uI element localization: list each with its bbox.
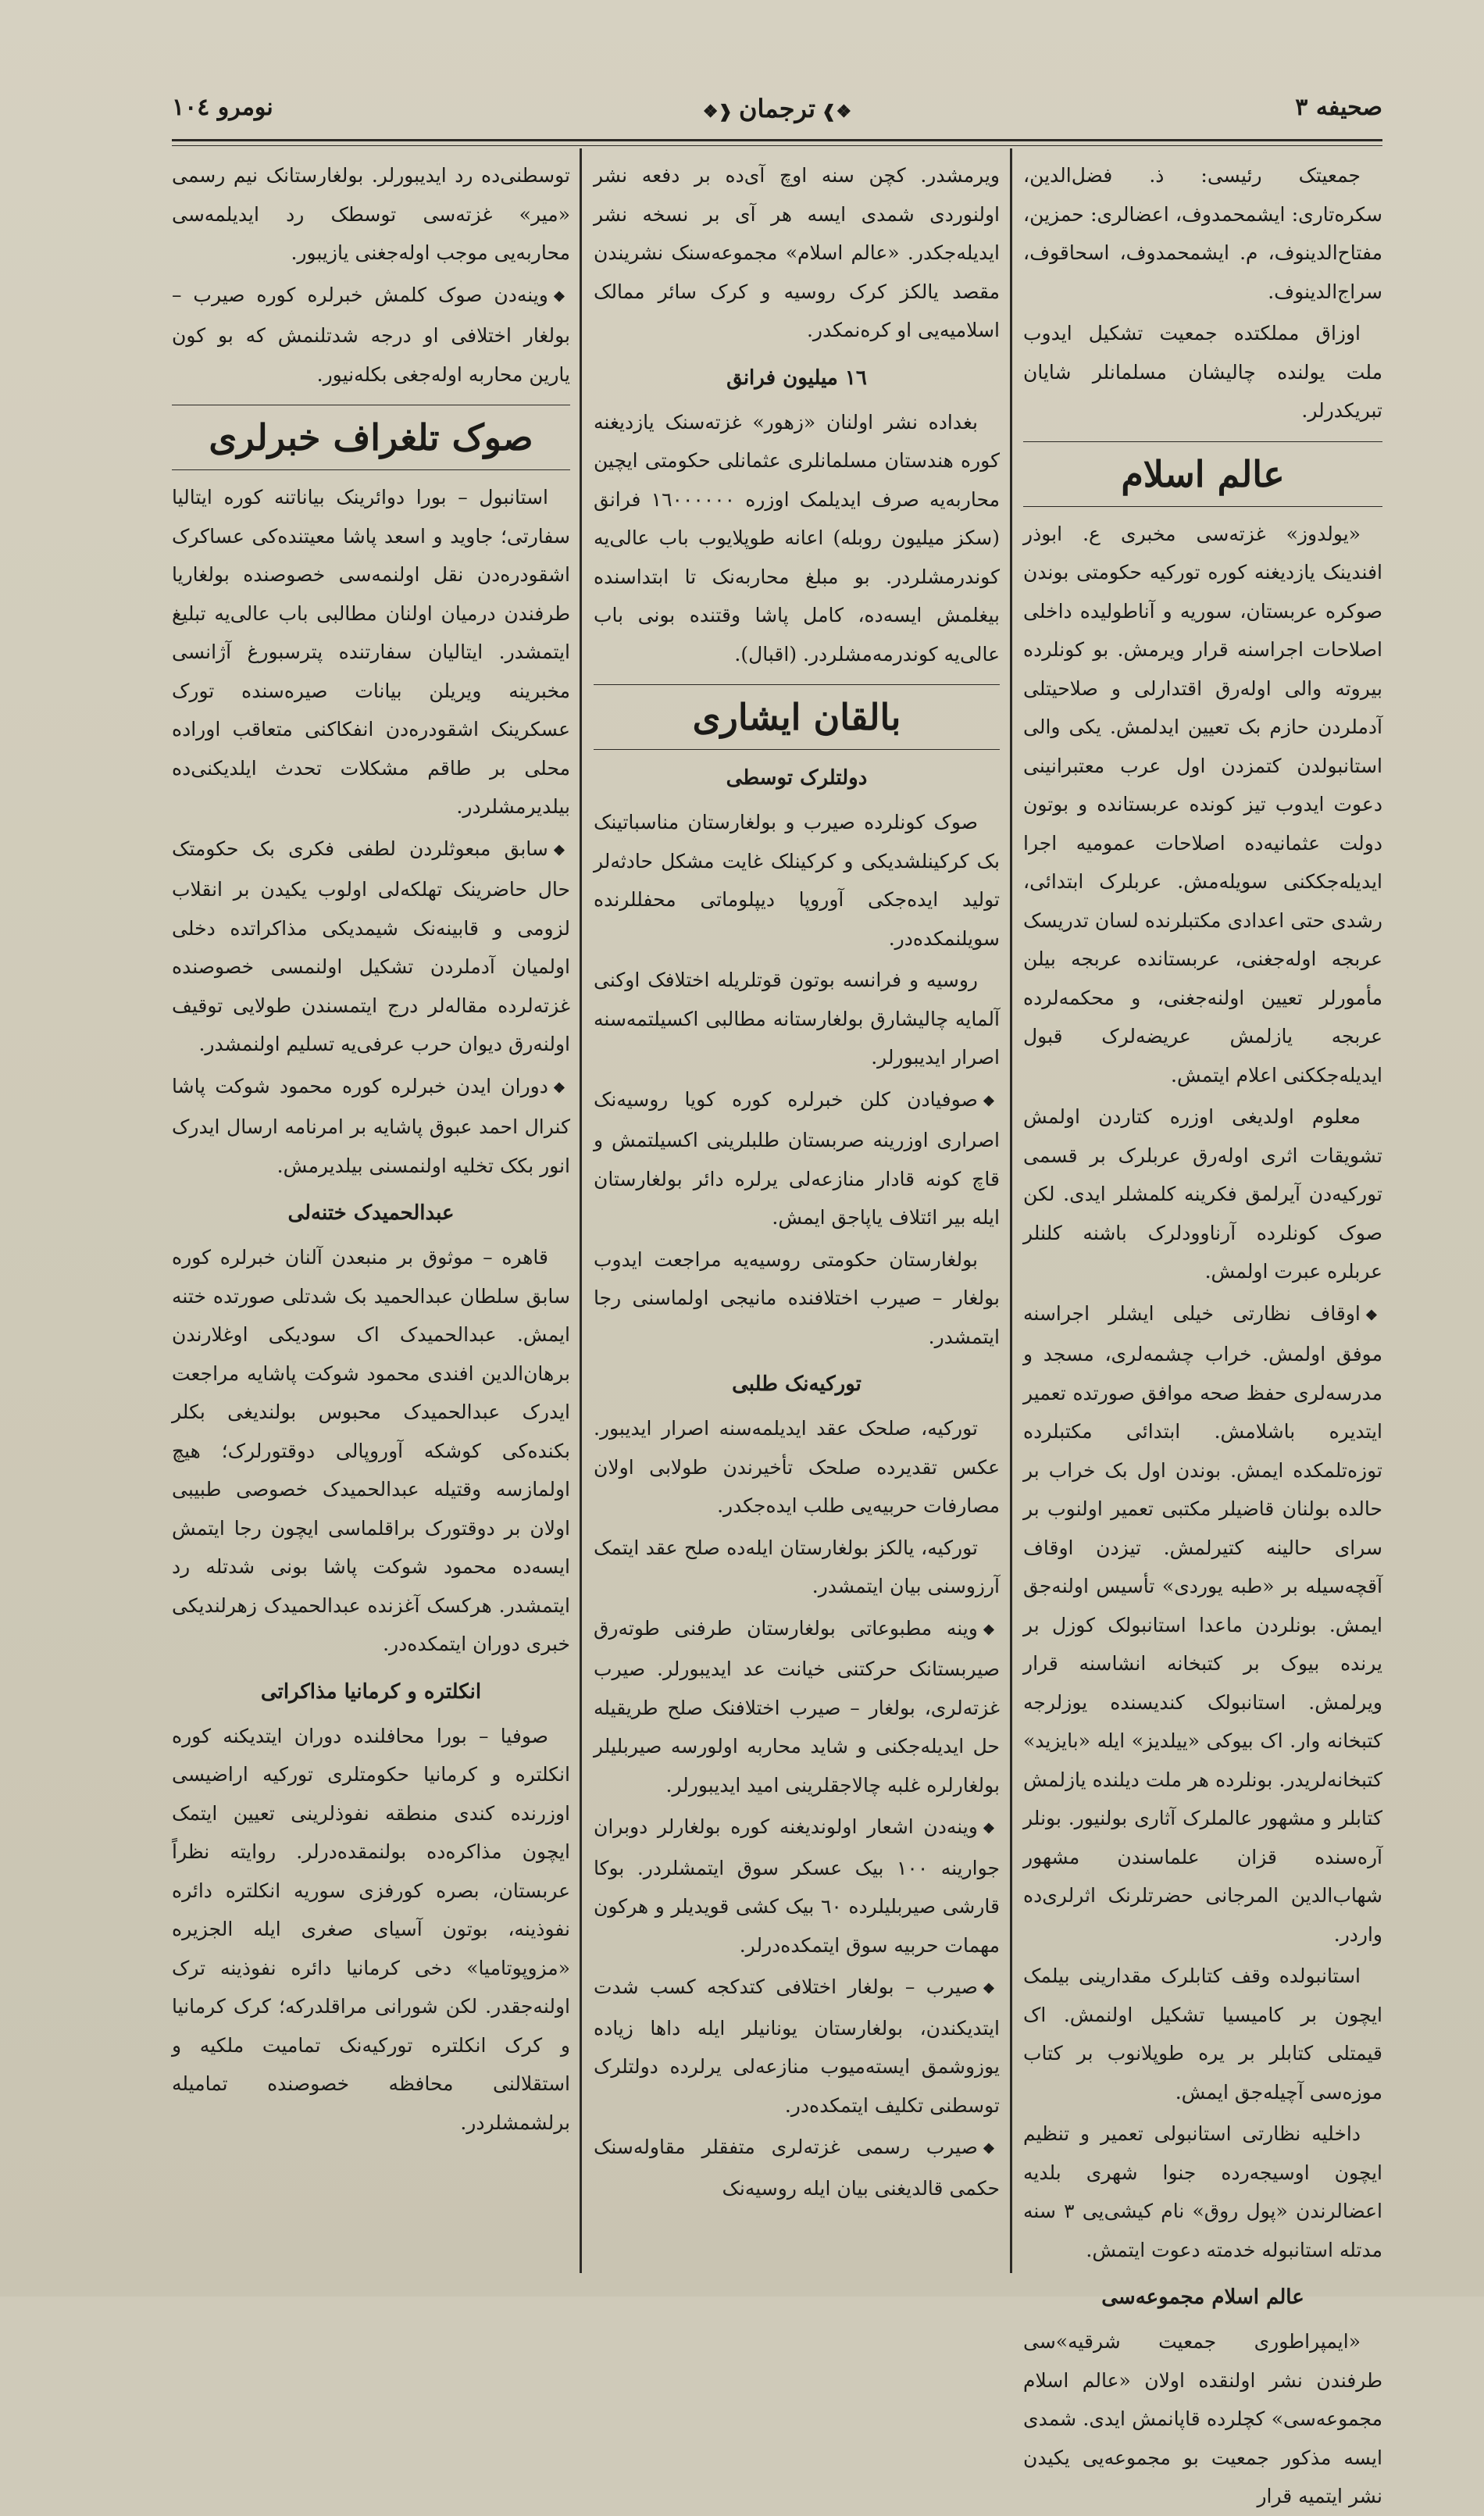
- bullet-ornament: ❖: [552, 1080, 565, 1097]
- bullet-ornament: ❖: [982, 2141, 995, 2157]
- bullet-ornament: ❖: [982, 1821, 995, 1837]
- news-item-text: صوفیادن کلن خبرلره کوره کویا روسیه‌نک اصراری اوزرینه صربستان طلبلرینی اکسیلتمش و قاچ کونه قادار منازعه‌لی یرلره دائر بولغارستان ایله بیر ائتلاف یاپاجق ایمش.: [594, 1087, 1000, 1229]
- subheading: انکلتره و کرمانیا مذاکراتی: [260, 1679, 482, 1704]
- article-paragraph: اوزاق مملکتده جمعیت تشکیل ایدوب ملت یولنده چالیشان مسلمانلر شایان تبریکدرلر.: [1023, 322, 1382, 422]
- article-paragraph: استانبولده وقف کتابلرک مقدارینی بیلمک ایچون بر کامیسیا تشکیل اولنمش. اک قیمتلی کتابلر بر یره طوپلانوب بر کتاب موزه‌سی آچیله‌جق ایمش.: [1023, 1965, 1382, 2104]
- article-paragraph: توسطنی‌ده رد ایدیبورلر. بولغارستانک نیم رسمی «میر» غزته‌سی توسطک رد ایدیلمه‌سی محاربه‌یی موجب اوله‌جغنی یازیبور.: [172, 164, 570, 264]
- news-item: [594, 1609, 1000, 1805]
- article-paragraph: «یولدوز» غزته‌سی مخبری ع. ابوذر افندینک یازدیغنه کوره تورکیه حکومتی بوندن صوکره عربستان، سوریه و آناطولیده داخلی اصلاحات اجراسنه قرار ویرمش. بو کونلرده بیروته والی اولەرق اقتدارلی و صلاحیتلی آدملردن حازم بک تعیین ایدلمش. یکی والی استانبولدن کتمزدن اول عرب معتبرانینی دعوت ایدوب تیز کونده عربستانده و بوتون دولت عثمانیه‌ده اصلاحات عمومیه اجرا ایدیله‌جککنی سویلەمش. عربلرک ابتدائی، رشدی حتی اعدادی مکتبلرنده لسان تدریسک عربجه اوله‌جغنی، عربستانده عربجه بیلن مأمورلر تعیین اولنه‌جغنی، و محکمەلرده عربجه یازلمش عریضەلرک قبول ایدیله‌جککنی اعلام ایتمش.: [1023, 522, 1382, 1087]
- news-item: [172, 830, 570, 1064]
- page-number: صحیفه ٣: [1295, 94, 1382, 121]
- article-paragraph: بولغارستان حکومتی روسیه‌یه مراجعت ایدوب بولغار – صیرب اختلافنده مانیجی اولماسنی رجا ایتمشدر.: [594, 1247, 1000, 1348]
- article-paragraph: معلوم اولدیغی اوزره کتاردن اولمش تشویقات اثری اولەرق عربلرک بر قسمی تورکیه‌دن آیرلمق فکرینه کلمشلر ایدی. لکن صوک کونلرده آرناوودلرک باشنه کلنلر عربلره عبرت اولمش.: [1023, 1105, 1382, 1283]
- subheading: تورکیه‌نک طلبی: [732, 1372, 862, 1396]
- article-paragraph: قاهره – موثوق بر منبعدن آلنان خبرلره کوره سابق سلطان عبدالحمید بک شدتلی صورتده ختنه ایمش. عبدالحمیدک اک سودیکی اوغلارندن برهان‌الدین افندی محمود شوکت پاشایه مراجعت ایدرک عبدالحمیدک محبوس بولندیغی بکلر بکنده‌کی کوشکه آوروپالی دوقتورلرک؛ هیچ اولمازسه وقتیله عبدالحمیدک خصوصی طبیبی اولان بر دوقتورک براقلماسی ایچون رجا ایتمش ایسه‌ده محمود شوکت پاشا بونی شدتله رد ایتمشدر. هرکسک آغزنده عبدالحمیدک زهرلندیکی خبری دوران ایتمکده‌در.: [172, 1246, 570, 1655]
- news-item-text: وینه‌دن صوک کلمش خبرلره کوره صیرب – بولغار اختلافی او درجه شدتلنمش که بو کون یارین محاربه اوله‌جغی بکله‌نیور.: [172, 283, 570, 386]
- news-item: [594, 1968, 1000, 2125]
- article-paragraph: استانبول – بورا دوائرینک بیاناتنه کوره ایتالیا سفارتی؛ جاوید و اسعد پاشا معیتنده‌کی عساکرک اشقودره‌دن نقل اولنمه‌سی خصوصنده بولغاریا طرفندن درمیان اولنان مطالبی باب عالی‌یه تبلیغ ایتمشدر. ایتالیان سفارتنده پترسبورغ آژانسی مخبرینه ویریلن بیانات صیره‌سنده تورک عسکرینک اشقودره‌دن انفکاکنی متعاقب اوراده محلی بر طاقم مشکلات تحدث ایلدیکنی‌ده بیلدیرمشلردر.: [172, 486, 570, 818]
- title-ornament-left: ❰❖: [702, 102, 733, 122]
- column-right: [1023, 156, 1382, 2507]
- column-left: [172, 156, 570, 2265]
- news-item-text: سابق مبعوثلردن لطفی فکری بک حکومتک حال حاضرینک تهلکه‌لی اولوب یکیدن بر انقلاب لزومی و قابینه‌نک شیمدیکی مذاکراتده دخلی اولمیان آدملردن تشکیل اولنمسی خصوصنده غزته‌لرده مقالەلر درج ایتمسندن طولایی توقیف اولنەرق دیوان حرب عرفی‌یه تسلیم اولنمشدر.: [172, 837, 570, 1055]
- bullet-ornament: ❖: [552, 288, 565, 305]
- article-paragraph: صوفیا – بورا محافلنده دوران ایتدیکنه کوره انکلتره و کرمانیا حکومتلری تورکیه اراضیسی اوزرنده کندی منطقه نفوذلرینی تعیین ایتمک ایچون مذاکرەده بولنمقده‌درلر. روایته نظراً عربستان، بصره کورفزی سوریه انکلتره دائره نفوذینه، بوتون آسیای صغری ایله الجزیره «مزوپوتامیا» دخی کرمانیا دائره نفوذینه ترک اولنه‌جقدر. لکن شورانی مراقلدرکه؛ کرک کرمانیا و کرک انکلتره تورکیه‌نک تمامیت ملکیه و استقلالنی محافظه خصوصنده تمامیله برلشمشلردر.: [172, 1724, 570, 2134]
- bullet-ornament: ❖: [982, 1622, 995, 1639]
- bullet-ornament: ❖: [982, 1093, 995, 1110]
- news-item: [1023, 1294, 1382, 1954]
- news-item-text: وینه مطبوعاتی بولغارستان طرفنی طوتەرق صیربستانک حرکتنی خیانت عد ایدیبورلر. صیرب غزته‌لری، بولغار – صیرب اختلافنک صلح طریقیله حل ایدیله‌جکنی و شاید محاربه اولورسه صیربلیلر بولغارلره غلبه چالاجقلرینی امید ایدیبورلر.: [594, 1616, 1000, 1797]
- newspaper-title: [697, 94, 858, 123]
- title-ornament-right: ❖❱: [822, 102, 852, 122]
- page-header: [172, 86, 1382, 141]
- column-middle: [594, 156, 1000, 2265]
- article-paragraph: روسیه و فرانسه بوتون قوتلریله اختلافک اوکنی آلمایه چالیشارق بولغارستانه مطالبی اکسیلتمه‌سنه اصرار ایدیبورلر.: [594, 969, 1000, 1069]
- subheading: عبدالحمیدک ختنه‌لی: [287, 1201, 455, 1225]
- news-item-text: اوقاف نظارتی خیلی ایشلر اجراسنه موفق اولمش. خراب چشمەلری، مسجد و مدرسەلری حفظ صحه موافق صورتده تعمیر ایتدیره باشلامش. ابتدائی مکتبلرده توزه‌تلمکده ایمش. بوندن اول بک خراب بر حالده بولنان قاضیلر مکتبی تعمیر اولنوب بر سرای حالینه کتیرلمش. تیزدن اوقاف آقچه‌سیله بر «طبه یوردی» تأسیس اولنه‌جق ایمش. بونلردن ماعدا استانبولک کوزل بر یرنده بیوک بر کتبخانه انشاسنه قرار ویرلمش. استانبولک کندیسنده یوزلرجه کتبخانه وار. اک بیوکی «ییلدیز» ایله «بایزید» کتبخانەلریدر. بونلرده هر ملت دیلنده یازلمش کتابلر و مشهور عالملرک آثاری بولنیور. بونلر آره‌سنده قزان علماسندن مشهور شهاب‌الدین المرجانی حضرتلرنک اثرلری‌ده واردر.: [1023, 1301, 1382, 1946]
- article-paragraph: «ایمپراطوری جمعیت شرقیه»سی طرفندن نشر اولنقده اولان «عالم اسلام مجموعه‌سی» کچلرده قاپانمش ایدی. شمدی ایسه مذکور جمعیت بو مجموعه‌یی یکیدن نشر ایتمیه قرار: [1023, 2330, 1382, 2507]
- title-text: ترجمان: [738, 94, 816, 123]
- bullet-ornament: ❖: [552, 842, 565, 859]
- article-paragraph: صوک کونلرده صیرب و بولغارستان مناسباتینک بک کرکینلشدیکی و کرکینلک غایت مشکل حادثەلر تولید ایده‌جکی آوروپا دیپلوماتی محفللرنده سویلنمکده‌در.: [594, 811, 1000, 950]
- news-item-text: صیرب رسمی غزته‌لری متفقلر مقاوله‌سنک حکمی قالدیغنی بیان ایله روسیه‌نک: [594, 2136, 1000, 2200]
- news-item: [172, 1067, 570, 1186]
- column-divider-left: [580, 148, 582, 2273]
- subheading: عالم اسلام مجموعه‌سی: [1101, 2286, 1304, 2309]
- article-paragraph: تورکیه، صلحک عقد ایدیلمه‌سنه اصرار ایدیبور. عکس تقدیرده صلحک تأخیرندن طولابی اولان مصارفات حربیه‌یی طلب ایده‌جکدر.: [594, 1417, 1000, 1517]
- bullet-ornament: ❖: [1364, 1307, 1378, 1324]
- news-item-text: وینه‌دن اشعار اولوندیغنه کوره بولغارلر دوبران جوارینه ١٠٠ بیک عسکر سوق ایتمشلردر. بوکا قارشی صیربلیلرده ٦٠ بیک کشی قویدیلر و هرکون مهمات حربیه سوق ایتمکده‌درلر.: [594, 1815, 1000, 1957]
- article-paragraph: تورکیه، یالکز بولغارستان ایله‌ده صلح عقد ایتمک آرزوسنی بیان ایتمشدر.: [594, 1536, 1000, 1597]
- section-heading: عالم اسلام: [1023, 441, 1382, 507]
- news-item-text: دوران ایدن خبرلره کوره محمود شوکت پاشا کنرال احمد عبوق پاشایه بر امرنامه ارسال ایدرک انور بکک تخلیه اولنمسنی بیلدیرمش.: [172, 1074, 570, 1177]
- news-item: [594, 1080, 1000, 1237]
- article-paragraph: جمعیتک رئیسی: ذ. فضل‌الدین، سکره‌تاری: ایشمحمدوف، اعضالری: حمزین، مفتاح‌الدینوف، م. ایشمحمدوف، اسحاقوف، سراج‌الدینوف.: [1023, 164, 1382, 303]
- news-item: [172, 276, 570, 394]
- article-paragraph: بغداده نشر اولنان «زهور» غزته‌سنک یازدیغنه کوره هندستان مسلمانلری عثمانلی حکومتی ایچین محاربه‌یه صرف ایدیلمک اوزره ١٦٠٠٠٠٠٠ فرانق (سکز میلیون روبله) اعانه طوپلایوب باب عالی‌یه کوندرمشلردر. بو مبلغ محاربه‌نک تا ابتداسنده بیغلمش ایسه‌ده، کامل پاشا وقتنده بونی باب عالی‌یه کوندرمه‌مشلردر. (اقبال).: [594, 410, 1000, 666]
- header-rule: [172, 139, 1382, 141]
- header-rule-thin: [172, 145, 1382, 146]
- news-item: [594, 1808, 1000, 1965]
- news-item: [594, 2128, 1000, 2207]
- subheading: دولتلرک توسطی: [726, 766, 868, 790]
- article-paragraph: داخلیه نظارتی استانبولی تعمیر و تنظیم ایچون اوسیجه‌رده جنوا شهری بلدیه اعضالرندن «پول روق» نام کیشی‌یی ٣ سنه مدتله استانبوله خدمته دعوت ایتمش.: [1023, 2122, 1382, 2261]
- issue-number: نومرو ١٠٤: [172, 94, 273, 121]
- news-item-text: صیرب – بولغار اختلافی کتدکجه کسب شدت ایتدیکندن، بولغارستان یونانیلر ایله داها زیاده یوزوشمق ایستەمیوب منازعه‌لی یرلرده دولتلرک توسطنی تکلیف ایتمکده‌در.: [594, 1975, 1000, 2117]
- column-divider-right: [1010, 148, 1012, 2273]
- subheading: ١٦ میلیون فرانق: [726, 366, 867, 390]
- section-heading: بالقان ایشاری: [594, 684, 1000, 750]
- section-heading: صوک تلغراف خبرلری: [172, 405, 570, 470]
- bullet-ornament: ❖: [982, 1981, 995, 1997]
- article-paragraph: ویرمشدر. کچن سنه اوچ آی‌ده بر دفعه نشر اولنوردی شمدی ایسه هر آی بر نسخه نشر ایدیله‌جکدر. «عالم اسلام» مجموعه‌سنک نشریندن مقصد یالکز کرک روسیه و کرک سائر ممالک اسلامیه‌یی او کره‌نمکدر.: [594, 164, 1000, 341]
